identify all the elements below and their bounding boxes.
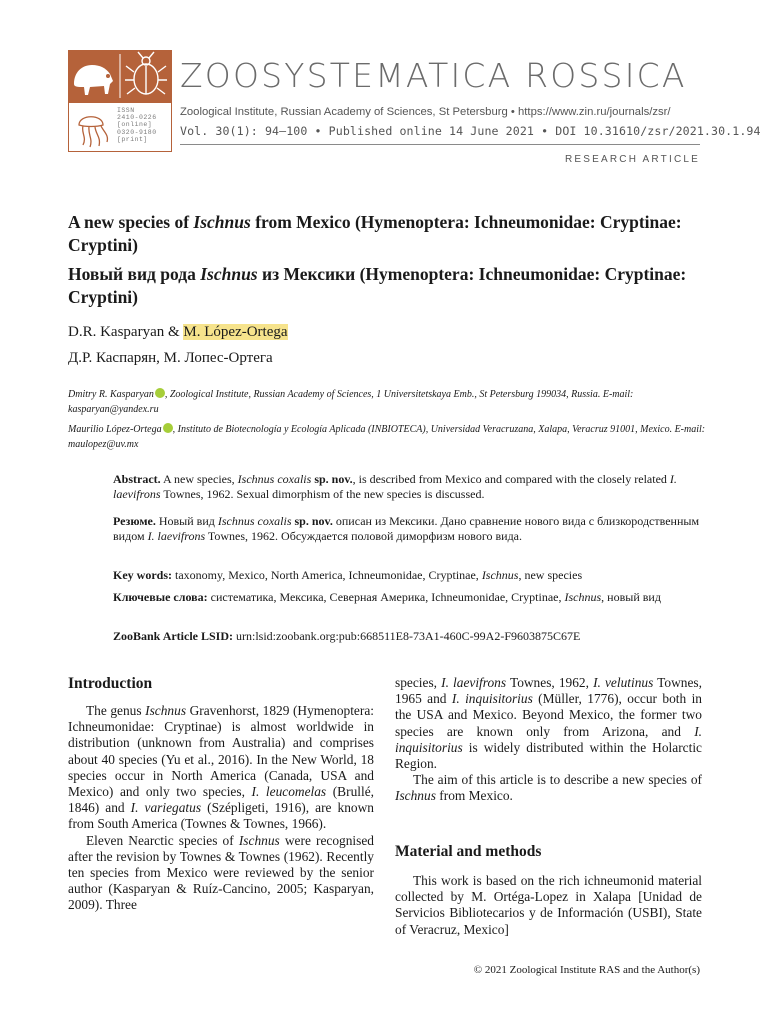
sp-nov: sp. nov. — [291, 514, 333, 528]
genus-name: Ischnus — [395, 788, 436, 804]
paragraph — [395, 675, 702, 772]
title-text: из Мексики (Hymenoptera: Ichneumonidae: Cryptinae: Cryptini) — [68, 264, 687, 307]
methods-column — [395, 873, 702, 938]
zoobank-label: ZooBank Article LSID: — [113, 629, 234, 643]
abstract-text: Townes, 1962. Обсуждается половой диморфизм нового вида. — [205, 529, 523, 544]
author-name: D.R. Kasparyan & — [68, 324, 184, 340]
keywords-label: Ключевые слова: — [113, 590, 208, 604]
abstract-label: Abstract. — [113, 472, 161, 486]
logo-bottom-panel — [68, 102, 172, 152]
logo-top-panel — [68, 50, 172, 102]
paragraph: This work is based on the rich ichneumonid material collected by M. Ortéga-Lopez in Xalapa [Unidad de Servicios Bibliotecarios y de Información (USBI), State of Veracruz, Mexico] — [395, 873, 702, 937]
paragraph — [68, 703, 374, 833]
zoobank-lsid — [113, 629, 703, 644]
text: The genus — [86, 703, 146, 718]
issn-line: 0320-9180 — [117, 128, 157, 136]
issn-block — [117, 107, 171, 143]
species-name: Ischnus coxalis — [217, 514, 292, 528]
title-text: A new species of — [68, 212, 194, 232]
journal-logo — [68, 50, 172, 152]
bison-icon — [74, 65, 113, 95]
keywords-text: taxonomy, Mexico, North America, Ichneumonidae, Cryptinae, — [172, 568, 482, 582]
species-name: Ischnus coxalis — [237, 472, 312, 486]
abstract-text: Townes, 1962. Sexual dimorphism of the new species is discussed. — [160, 487, 485, 502]
paragraph — [68, 833, 374, 914]
text: Gravenhorst, 1829 (Hymenoptera: Ichneumonidae: Cryptinae) is almost worldwide in distribution (unknown from Australia) and comprises about 40 species (Yu et al., 2016). In the New World, 18 species occur in North America (Canada, USA and Mexico) and only two species, — [68, 703, 374, 800]
logo-animals — [68, 50, 172, 102]
abstract-text: описан из Мексики. Дано сравнение нового вида с близкородственным видом — [113, 514, 700, 544]
genus-name: Ischnus — [238, 832, 280, 848]
affiliation-1 — [68, 387, 708, 417]
copyright-footer: © 2021 Zoological Institute RAS and the Author(s) — [473, 964, 700, 976]
species-name: I. laevifrons — [147, 529, 206, 544]
journal-title: ZOOSYSTEMATICA ROSSICA — [180, 56, 687, 95]
abstract-text: , is described from Mexico and compared with the closely related — [352, 472, 670, 486]
publisher-line: Zoological Institute, Russian Academy of Sciences, St Petersburg • https://www.zin.ru/journals/zsr/ — [180, 106, 671, 118]
species-name: I. velutinus — [593, 675, 654, 690]
abstract-text: Новый вид — [155, 514, 218, 528]
title-text: Новый вид рода — [68, 264, 201, 284]
keywords-text: систематика, Мексика, Северная Америка, Ichneumonidae, Cryptinae, — [207, 590, 565, 604]
sp-nov: sp. nov. — [311, 472, 353, 486]
authors-russian: Д.Р. Каспарян, М. Лопес-Ортега — [68, 350, 273, 366]
text: from Mexico. — [435, 788, 513, 804]
title-genus: Ischnus — [200, 264, 258, 284]
title-genus: Ischnus — [193, 212, 251, 232]
volume-line: Vol. 30(1): 94–100 • Published online 14 June 2021 • DOI 10.31610/zsr/2021.30.1.94 — [180, 124, 761, 138]
text: Townes, 1965 and — [395, 675, 702, 707]
orcid-icon[interactable] — [155, 388, 165, 398]
orcid-icon[interactable] — [163, 423, 173, 433]
jellyfish-icon — [73, 107, 115, 149]
species-name: I. laevifrons — [113, 472, 677, 502]
affiliation-2 — [68, 422, 708, 452]
text: (Müller, 1776), occur both in the USA and Mexico. Beyond Mexico, the former two species are known only from Arizona, and — [395, 691, 702, 739]
species-name: I. laevifrons — [441, 675, 507, 690]
left-column — [68, 703, 374, 914]
species-name: I. variegatus — [130, 800, 202, 816]
text: The aim of this article is to describe a new species of — [413, 772, 702, 788]
keywords-english — [113, 568, 703, 583]
keywords-label: Key words: — [113, 568, 172, 582]
keywords-text: , новый вид — [601, 590, 661, 604]
keywords-text: , new species — [518, 568, 583, 582]
abstract-english — [113, 472, 703, 503]
affiliation-author: Dmitry R. Kasparyan — [68, 389, 154, 400]
article-type: RESEARCH ARTICLE — [564, 154, 700, 165]
genus-name: Ischnus — [145, 703, 187, 718]
species-name: I. inquisitorius — [395, 723, 702, 755]
species-name: I. leucomelas — [251, 784, 327, 800]
species-name: I. inquisitorius — [451, 691, 533, 707]
author-name-highlighted: M. López-Ortega — [183, 324, 288, 340]
right-column — [395, 675, 702, 805]
text: is widely distributed within the Holarctic Region. — [395, 739, 702, 772]
header-rule — [180, 144, 700, 145]
keywords-russian — [113, 590, 703, 605]
issn-line: ISSN — [117, 107, 135, 114]
zoobank-value[interactable]: urn:lsid:zoobank.org:pub:668511E8-73A1-460C-99A2-F9603875C67E — [233, 629, 581, 643]
affiliation-text: , Zoological Institute, Russian Academy of Sciences, 1 Universitetskaya Emb., St Petersburg 199034, Russia. E-mail: kasparyan@yandex.ru — [68, 389, 634, 415]
issn-line: [online] — [117, 121, 153, 129]
text: Townes, 1962, — [506, 675, 594, 690]
text: were recognised after the revision by Townes & Townes (1962). Recently ten species from Mexico were reviewed by the senior author (Kasparyan & Ruíz-Cancino, 2005; Kasparyan, 2009). Three — [68, 832, 375, 913]
affiliation-text: , Instituto de Biotecnología y Ecología Aplicada (INBIOTECA), Universidad Veracruzana, Xalapa, Veracruz 91001, Mexico. E-mail: maulopez@uv.mx — [68, 424, 706, 450]
title-text: from Mexico (Hymenoptera: Ichneumonidae: Cryptinae: Cryptini) — [68, 212, 682, 255]
text: Eleven Nearctic species of — [86, 832, 239, 848]
authors-english — [68, 324, 288, 341]
text: (Szépligeti, 1916), are known from South America (Townes & Townes, 1966). — [68, 800, 374, 832]
abstract-label: Резюме. — [113, 514, 156, 528]
title-russian — [68, 263, 708, 309]
issn-line: 2410-0226 — [117, 114, 157, 122]
text: species, — [395, 675, 442, 690]
title-english — [68, 211, 708, 257]
abstract-russian — [113, 514, 703, 545]
text: (Brullé, 1846) and — [68, 784, 374, 816]
affiliation-author: Maurilio López-Ortega — [68, 424, 162, 435]
heading-material-methods: Material and methods — [395, 843, 542, 860]
keyword-genus: Ischnus — [481, 568, 519, 582]
paragraph — [395, 772, 702, 804]
beetle-icon — [125, 52, 167, 94]
keyword-genus: Ischnus — [564, 590, 602, 604]
abstract-text: A new species, — [160, 472, 238, 486]
issn-line: [print] — [117, 135, 148, 143]
heading-introduction: Introduction — [68, 675, 153, 692]
